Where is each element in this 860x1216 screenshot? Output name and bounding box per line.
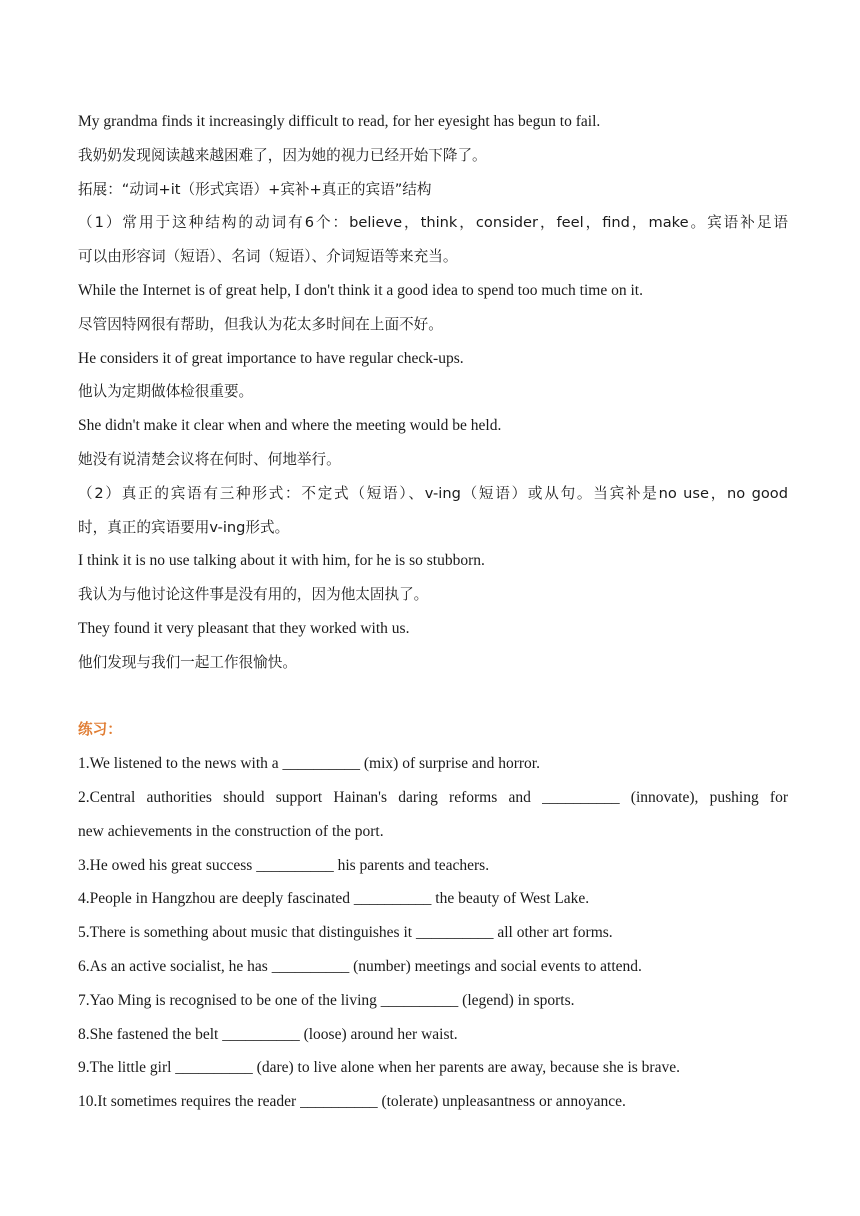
grammar-point-2-line-2: 时，真正的宾语要用v-ing形式。 (78, 518, 290, 536)
example-translation-cn: 他认为定期做体检很重要。 (78, 383, 254, 401)
exercise-item-continuation: new achievements in the construction of the port. (78, 822, 384, 840)
exercise-item: 10.It sometimes requires the reader __________ (tolerate) unpleasantness or annoyance. (78, 1093, 626, 1111)
example-sentence-en: She didn't make it clear when and where the meeting would be held. (78, 417, 502, 435)
example-sentence-en: While the Internet is of great help, I don't think it a good idea to spend too much time on it. (78, 281, 643, 299)
example-translation-cn: 我认为与他讨论这件事是没有用的，因为他太固执了。 (78, 586, 429, 604)
exercise-section-title: 练习： (78, 721, 122, 739)
example-sentence-en: They found it very pleasant that they worked with us. (78, 619, 410, 637)
exercise-item: 9.The little girl __________ (dare) to live alone when her parents are away, because she is brave. (78, 1059, 680, 1077)
exercise-item: 6.As an active socialist, he has __________ (number) meetings and social events to attend. (78, 957, 642, 975)
grammar-point-1-line-1: （1）常用于这种结构的动词有6个：believe，think，consider，feel，find，make。宾语补足语 (78, 214, 788, 232)
exercise-item: 4.People in Hangzhou are deeply fascinated __________ the beauty of West Lake. (78, 890, 590, 908)
exercise-item: 3.He owed his great success __________ his parents and teachers. (78, 856, 490, 874)
exercise-item: 2.Central authorities should support Hainan's daring reforms and __________ (innovate), pushing for (78, 788, 788, 806)
grammar-point-2-line-1: （2）真正的宾语有三种形式：不定式（短语）、v-ing（短语）或从句。当宾补是no use，no good (78, 484, 788, 502)
grammar-point-1-line-2: 可以由形容词（短语）、名词（短语）、介词短语等来充当。 (78, 248, 458, 266)
example-translation-cn: 尽管因特网很有帮助，但我认为花太多时间在上面不好。 (78, 315, 443, 333)
spacer (78, 686, 788, 720)
exercise-item: 7.Yao Ming is recognised to be one of the living __________ (legend) in sports. (78, 991, 575, 1009)
exercise-item: 8.She fastened the belt __________ (loose) around her waist. (78, 1025, 458, 1043)
example-translation-cn: 他们发现与我们一起工作很愉快。 (78, 653, 297, 671)
exercise-item: 5.There is something about music that distinguishes it __________ all other art forms. (78, 924, 613, 942)
document-page (78, 111, 788, 1125)
example-sentence-en: He considers it of great importance to have regular check-ups. (78, 349, 464, 367)
expand-heading: 拓展：“动词+it（形式宾语）+宾补+真正的宾语”结构 (78, 180, 432, 198)
exercise-item: 1.We listened to the news with a __________ (mix) of surprise and horror. (78, 755, 540, 773)
example-sentence-en: My grandma finds it increasingly difficult to read, for her eyesight has begun to fail. (78, 113, 601, 130)
example-translation-cn: 她没有说清楚会议将在何时、何地举行。 (78, 450, 341, 468)
example-sentence-en: I think it is no use talking about it with him, for he is so stubborn. (78, 552, 485, 570)
example-translation-cn: 我奶奶发现阅读越来越困难了，因为她的视力已经开始下降了。 (78, 146, 487, 164)
